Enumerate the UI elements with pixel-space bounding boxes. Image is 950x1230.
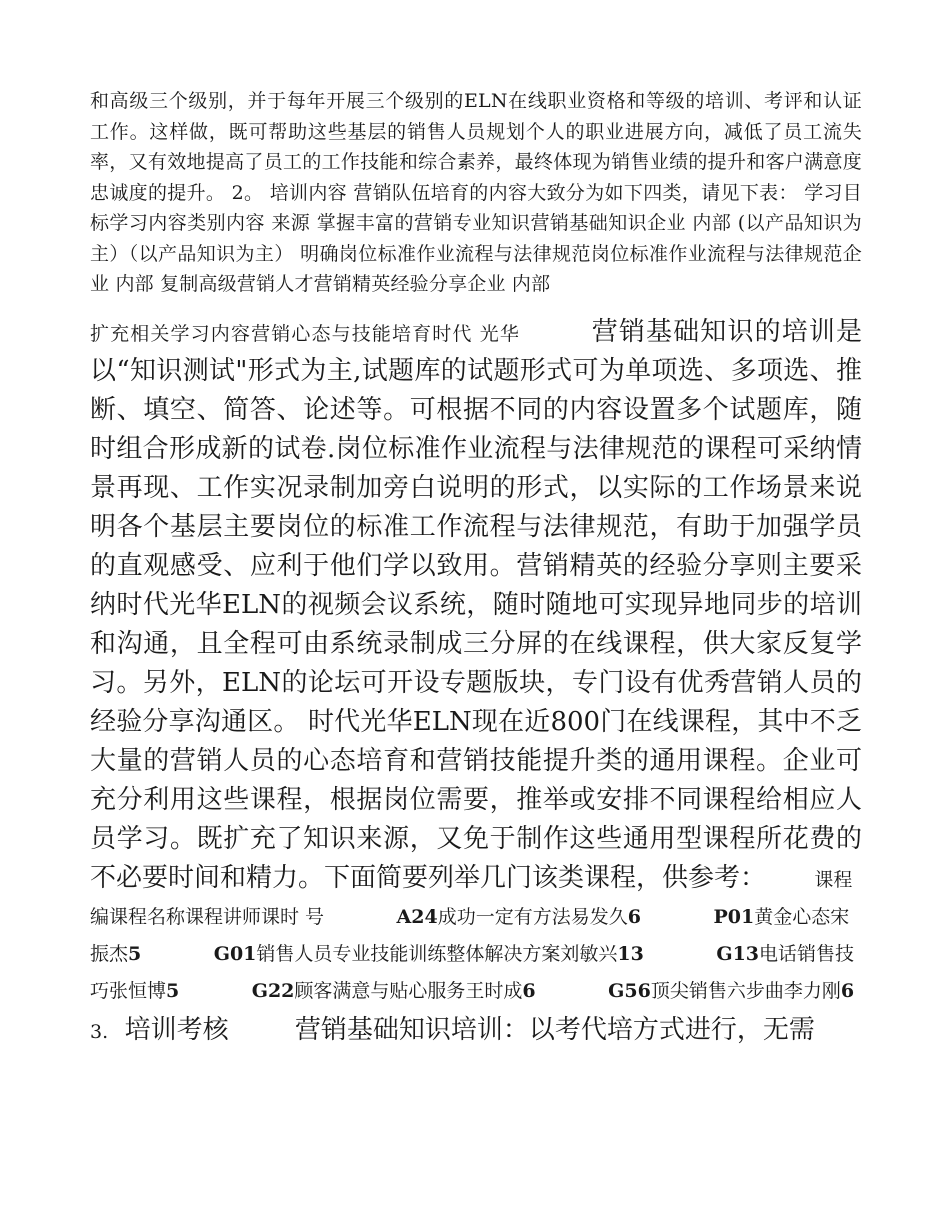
- course-hours: 6: [840, 979, 855, 1002]
- course-row: [608, 980, 854, 1002]
- course-name: 顾客满意与贴心服务王时成: [294, 979, 523, 1002]
- section-number: 3.: [90, 1020, 109, 1043]
- course-table: [90, 899, 862, 1010]
- table-last-row-text: 扩充相关学习内容营销心态与技能培育时代 光华: [90, 322, 521, 345]
- course-name: 销售人员专业技能训练整体解决方案刘敏兴: [256, 942, 618, 965]
- training-methods-text: 营销基础知识的培训是以“知识测试"形式为主,试题库的试题形式可为单项选、多项选、推断、填空、简答、论述等。可根据不同的内容设置多个试题库，随时组合形成新的试卷.岗位标准作业流程与法律规范的课程可采纳情景再现、工作实况录制加旁白说明的形式，以实际的工作场景来说明各个基层主要岗位的标准工作流程与法律规范，有助于加强学员的直观感受、应利于他们学以致用。营销精英的经验分享则主要采纳时代光华ELN的视频会议系统，随时随地可实现异地同步的培训和沟通，且全程可由系统录制成三分屏的在线课程，供大家反复学习。另外，ELN的论坛可开设专题版块，专门设有优秀营销人员的经验分享沟通区。 时代光华ELN现在近800门在线课程，其中不乏大量的营销人员的心态培育和营销技能提升类的通用课程。企业可充分利用这些课程，根据岗位需要，推举或安排不同课程给相应人员学习。既扩充了知识来源，又免于制作这些通用型课程所花费的不必要时间和精力。下面简要列举几门该类课程，供参考：: [90, 316, 862, 893]
- course-row: [397, 906, 641, 928]
- course-name: 顶尖销售六步曲李力刚: [650, 979, 841, 1002]
- paragraph-intro: 和高级三个级别，并于每年开展三个级别的ELN在线职业资格和等级的培训、考评和认证工作。这样做，既可帮助这些基层的销售人员规划个人的职业进展方向，减低了员工流失率，又有效地提高了员工的工作技能和综合素养，最终体现为销售业绩的提升和客户满意度忠诚度的提升。 2。 培训内容 营销队伍培育的内容大致分为如下四类，请见下表： 学习目标学习内容类别内容 来源 掌握丰富的营销专业知识营销基础知识企业 内部 (以产品知识为主）（以产品知识为主） 明确岗位标准作业流程与法律规范岗位标准作业流程与法律规范企业 内部 复制高级营销人才营销精英经验分享企业 内部: [90, 90, 862, 295]
- section-text: 营销基础知识培训：以考代培方式进行，无需: [294, 1014, 815, 1045]
- paragraph-training-methods: [90, 314, 862, 899]
- course-code: G56: [608, 979, 651, 1002]
- course-hours: 13: [617, 942, 644, 965]
- course-code: P01: [713, 905, 755, 928]
- section-title: 培训考核: [124, 1014, 229, 1045]
- course-name: 成功一定有方法易发久: [437, 905, 628, 928]
- course-hours: 5: [128, 942, 142, 965]
- course-name: 黄金心态宋振杰: [90, 905, 850, 965]
- course-code: G01: [213, 942, 257, 965]
- course-table-header: 编课程名称课程讲师课时 号: [90, 905, 325, 928]
- course-code: G13: [716, 942, 760, 965]
- course-code: G22: [251, 979, 295, 1002]
- course-name: 电话销售技巧张恒博: [90, 942, 855, 1002]
- course-hours: 6: [522, 979, 536, 1002]
- course-hours: 6: [627, 905, 641, 928]
- course-row: [252, 980, 536, 1002]
- course-row: [214, 943, 644, 965]
- section-3-heading: [90, 1010, 862, 1052]
- spacer: [90, 300, 862, 314]
- course-hours: 5: [166, 979, 180, 1002]
- document-page: [90, 86, 862, 1052]
- course-code: A24: [396, 905, 438, 928]
- course-table-label: 课程: [814, 868, 853, 891]
